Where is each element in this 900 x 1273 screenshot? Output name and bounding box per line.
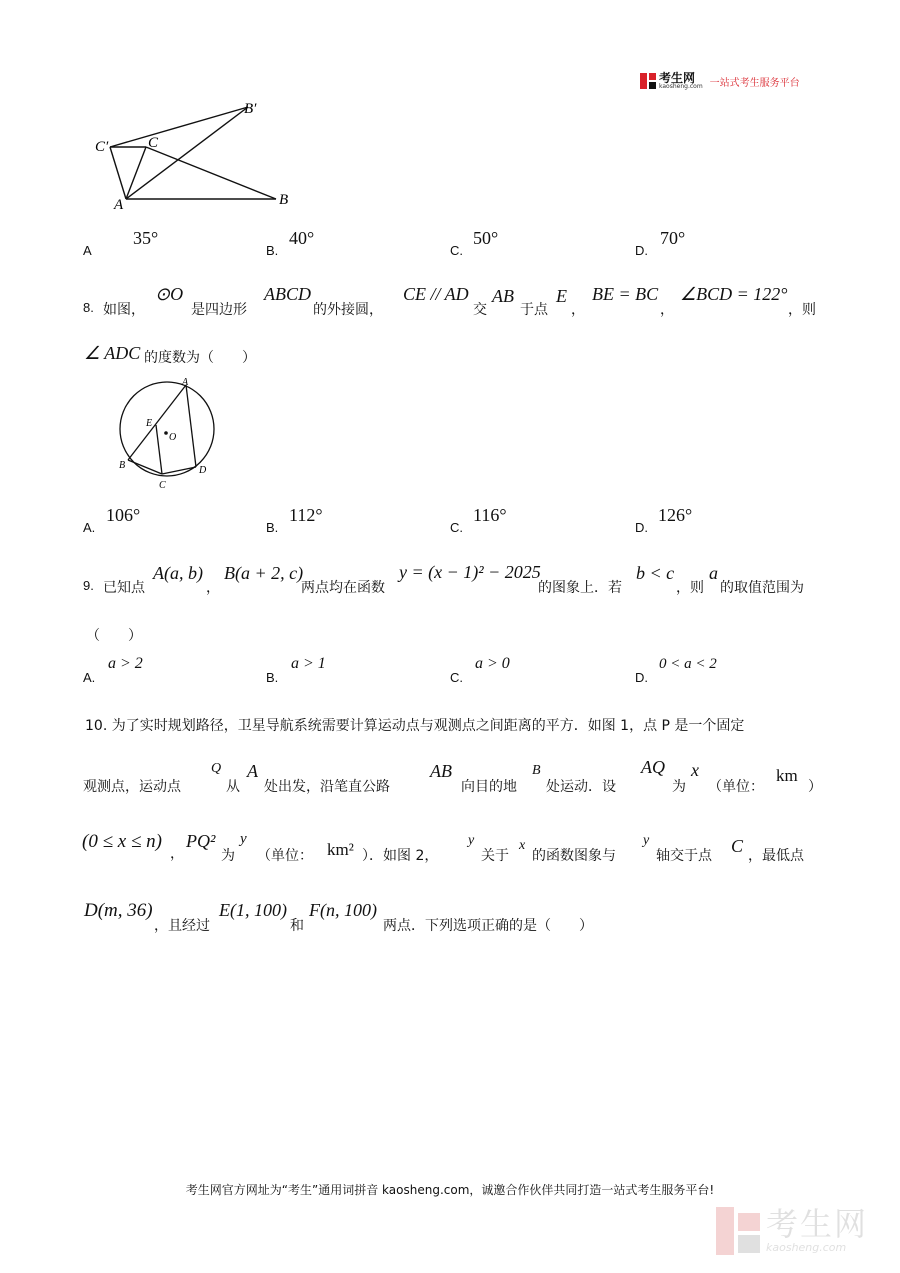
- q8-option-b-value: 112°: [289, 505, 323, 525]
- q8-text: 是四边形: [191, 302, 247, 318]
- q9-option-c-value: a > 0: [475, 655, 510, 672]
- q8-label-e: E: [146, 418, 153, 429]
- q8-label-a: A: [182, 377, 189, 388]
- q10-math: F(n, 100): [309, 900, 377, 920]
- q8-text: 的度数为（ ）: [144, 350, 256, 366]
- q10-text: （单位：: [257, 848, 313, 864]
- q7-option-d-letter: D.: [635, 243, 648, 258]
- q10-unit: km²: [327, 840, 354, 859]
- q10-math: Q: [211, 761, 222, 776]
- q10-text: 处运动．设: [546, 779, 616, 795]
- footer-text: 考生网官方网址为“考生”通用词拼音 kaosheng.com，诚邀合作伙伴共同打造一站式考生服务平台!: [185, 1183, 715, 1197]
- q7-option-a-value: 35°: [133, 228, 159, 248]
- q10-text: ，且经过: [154, 918, 210, 934]
- q10-line-1: 10. 为了实时规划路径，卫星导航系统需要计算运动点与观测点之间距离的平方．如图 1，点 P 是一个固定: [85, 718, 745, 734]
- q7-option-b-letter: B.: [266, 243, 279, 258]
- q7-option-b-value: 40°: [289, 228, 315, 248]
- q8-math: ∠ ADC: [84, 343, 141, 363]
- q8-text: 于点: [520, 302, 548, 318]
- q10-text: （单位：: [708, 779, 764, 795]
- q9-math: A(a, b): [153, 563, 203, 583]
- q8-option-d-letter: D.: [635, 520, 648, 535]
- q10-text: ）．如图 2，: [362, 848, 439, 864]
- q8-math: AB: [492, 286, 514, 306]
- q8-label-d: D: [199, 465, 207, 476]
- q8-text: ，: [660, 302, 674, 318]
- q9-option-d-letter: D.: [635, 670, 648, 685]
- q9-text: ，则: [676, 580, 704, 596]
- q10-text: 和: [290, 918, 304, 934]
- q10-math: D(m, 36): [84, 900, 153, 921]
- q10-math: AQ: [641, 757, 665, 777]
- q9-text: 的取值范围为: [720, 580, 804, 596]
- watermark-text: 考生网: [766, 1205, 869, 1244]
- q8-math: ABCD: [264, 284, 311, 304]
- q7-option-d-value: 70°: [660, 228, 686, 248]
- q10-math: y: [240, 831, 247, 847]
- q9-text: ，: [206, 580, 220, 596]
- q10-math: E(1, 100): [219, 900, 287, 920]
- q10-text: 为: [672, 779, 686, 795]
- q10-text: ）: [808, 779, 822, 795]
- q7-option-a-letter: A: [83, 243, 92, 258]
- q8-text: 的外接圆，: [313, 302, 383, 318]
- q9-option-c-letter: C.: [450, 670, 463, 685]
- q10-text: 向目的地: [461, 779, 517, 795]
- q9-option-a-value: a > 2: [108, 655, 143, 672]
- q10-text: 两点．下列选项正确的是（ ）: [383, 918, 593, 934]
- q7-option-c-letter: C.: [450, 243, 463, 258]
- q8-option-d-value: 126°: [658, 505, 693, 525]
- q10-math: (0 ≤ x ≤ n): [82, 831, 162, 852]
- q9-number: 9.: [83, 578, 94, 593]
- q8-text: ，: [571, 302, 585, 318]
- q7-label-a: A: [114, 197, 124, 213]
- q10-math: y: [643, 833, 650, 848]
- q8-option-a-letter: A.: [83, 520, 96, 535]
- q7-option-c-value: 50°: [473, 228, 499, 248]
- q10-text: 从: [226, 779, 240, 795]
- q10-math: C: [731, 836, 744, 856]
- q9-math: y = (x − 1)² − 2025: [399, 562, 541, 582]
- q10-text: ，: [170, 846, 184, 862]
- q8-number: 8.: [83, 300, 94, 315]
- q8-text: 交: [473, 302, 487, 318]
- q7-figure: [88, 95, 298, 215]
- q9-option-b-letter: B.: [266, 670, 279, 685]
- q10-math: x: [519, 838, 526, 853]
- q10-text: 关于: [481, 848, 509, 864]
- footer-watermark: [716, 1207, 868, 1255]
- logo-text: 考生网: [659, 71, 696, 85]
- q9-option-d-value: 0 < a < 2: [659, 656, 717, 672]
- q8-option-a-value: 106°: [106, 505, 141, 525]
- header-slogan: 一站式考生服务平台: [709, 77, 800, 89]
- q7-label-b-prime: B′: [244, 101, 257, 117]
- q9-math: b < c: [636, 563, 675, 583]
- q8-math: E: [556, 286, 567, 306]
- q8-text: ，则: [788, 302, 816, 318]
- q9-option-b-value: a > 1: [291, 655, 326, 672]
- q8-label-o: O: [169, 432, 177, 443]
- q10-math: AB: [430, 761, 452, 781]
- q7-label-b: B: [279, 192, 289, 208]
- q10-unit: km: [776, 766, 798, 785]
- q8-math: ∠BCD = 122°: [680, 284, 788, 304]
- q10-text: ，最低点: [748, 848, 804, 864]
- q8-label-c: C: [159, 480, 166, 491]
- q10-math: A: [247, 761, 258, 781]
- logo-sub: kaosheng.com: [659, 83, 703, 90]
- logo-mark-icon: [640, 73, 656, 89]
- q9-option-a-letter: A.: [83, 670, 96, 685]
- q10-math: B: [532, 763, 541, 778]
- q8-math: BE = BC: [592, 284, 659, 304]
- q10-text: 为: [221, 848, 235, 864]
- q9-math: B(a + 2, c): [224, 563, 304, 583]
- q8-label-b: B: [119, 460, 126, 471]
- q9-text: 两点均在函数: [301, 580, 385, 596]
- q9-text: 已知点: [103, 580, 145, 596]
- header-logo: [640, 72, 800, 90]
- q8-figure: [112, 375, 224, 493]
- q9-text: 的图象上．若: [538, 580, 622, 596]
- q10-text: 的函数图象与: [532, 848, 616, 864]
- q9-math: a: [709, 563, 718, 583]
- q10-math: PQ²: [186, 831, 216, 851]
- q7-label-c-prime: C′: [95, 139, 109, 155]
- q8-option-c-value: 116°: [473, 505, 507, 525]
- q8-text: 如图，: [103, 302, 145, 318]
- watermark-logo-icon: [716, 1207, 760, 1255]
- watermark-sub: kaosheng.com: [766, 1241, 847, 1255]
- q9-text: （ ）: [86, 628, 142, 644]
- q10-math: y: [468, 833, 475, 848]
- q10-text: 观测点，运动点: [83, 779, 181, 795]
- q8-option-c-letter: C.: [450, 520, 463, 535]
- q10-math: x: [691, 760, 699, 780]
- q7-label-c: C: [148, 135, 159, 151]
- q10-text: 处出发，沿笔直公路: [264, 779, 390, 795]
- q8-math: CE // AD: [403, 284, 469, 304]
- q8-option-b-letter: B.: [266, 520, 279, 535]
- q10-text: 轴交于点: [656, 848, 712, 864]
- q8-math: ⊙O: [155, 284, 184, 304]
